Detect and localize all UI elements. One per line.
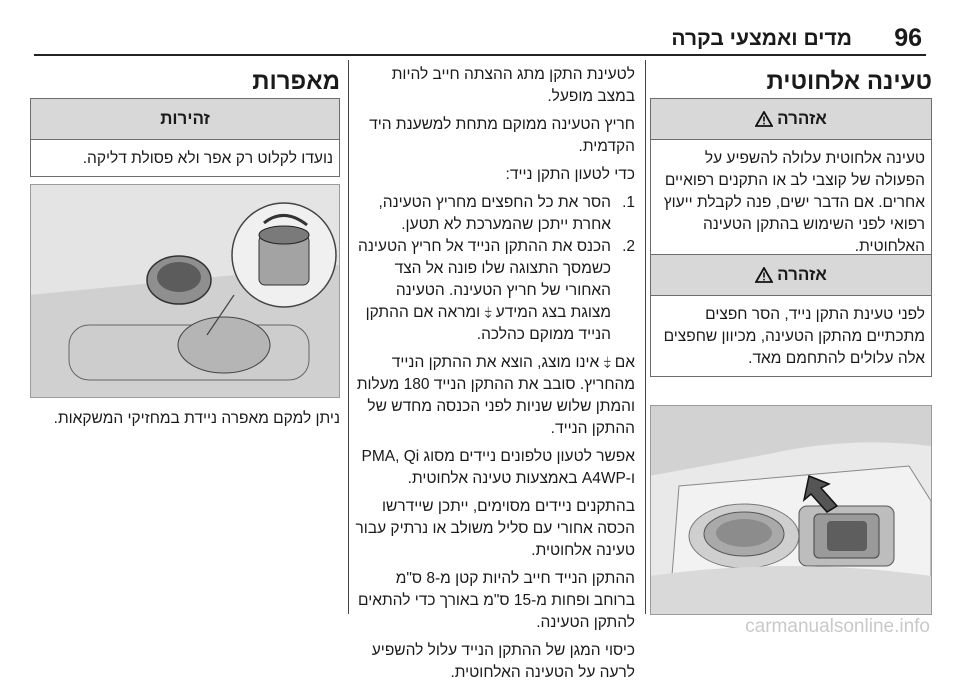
watermark: carmanualsonline.info bbox=[745, 616, 930, 637]
warning-header bbox=[651, 99, 931, 140]
step-number: 2. bbox=[622, 238, 635, 255]
charging-steps-list bbox=[355, 192, 635, 346]
paragraph: חריץ הטעינה ממוקם מתחת למשענת היד הקדמית. bbox=[369, 116, 635, 155]
step-text: הסר את כל החפצים מחריץ הטעינה, אחרת ייתכן שהמערכת לא תטען. bbox=[378, 194, 611, 233]
step-number: 1. bbox=[622, 194, 635, 211]
column-divider-left bbox=[348, 60, 349, 614]
wireless-charging-title: טעינה אלחוטית bbox=[766, 68, 932, 95]
warning-header bbox=[651, 255, 931, 296]
charging-slot-photo bbox=[650, 405, 932, 615]
ashtrays-title: מאפרות bbox=[252, 68, 340, 95]
caution-box bbox=[30, 98, 340, 177]
wireless-charging-column bbox=[650, 60, 932, 614]
charging-instructions-column bbox=[355, 60, 635, 681]
header-rule bbox=[34, 54, 926, 56]
ashtrays-column bbox=[30, 60, 340, 614]
paragraph: אם ⤈ אינו מוצג, הוצא את ההתקן הנייד מהחריץ. סובב את ההתקן הנייד 180 מעלות והמתן שלוש שניות לפני הכנסה מחדש של ההתקן הנייד. bbox=[356, 354, 635, 437]
page-number: 96 bbox=[894, 24, 922, 52]
caution-text: נועדו לקלוט רק אפר ולא פסולת דליקה. bbox=[82, 150, 333, 167]
warning-label: אזהרה bbox=[777, 265, 827, 284]
paragraph: ההתקן הנייד חייב להיות קטן מ-8 ס"מ ברוחב ופחות מ-15 ס"מ באורך כדי להתאים להתקן הטעינה. bbox=[358, 570, 635, 631]
caution-header bbox=[31, 99, 339, 140]
step-text: הכנס את ההתקן הנייד אל חריץ הטעינה כשמסך התצוגה שלו פונה אל הצד האחורי של חריץ הטעינה. הטעינה מצוגת בצג המידע ⤈ ומראה אם ההתקן הנייד ממוקם כהלכה. bbox=[358, 238, 611, 343]
warning-triangle-icon bbox=[755, 267, 773, 283]
cupholder-ashtray-illustration bbox=[30, 185, 339, 397]
ashtray-caption: ניתן למקם מאפרה ניידת במחזיקי המשקאות. bbox=[53, 410, 340, 427]
paragraph: בהתקנים ניידים מסוימים, ייתכן שיידרשו הכסה אחורי עם סליל משולב או נרתיק עבור טעינה אלחוטית. bbox=[355, 498, 635, 559]
page-header bbox=[0, 0, 960, 58]
center-console-illustration bbox=[650, 406, 931, 614]
warning-box-2 bbox=[650, 254, 932, 377]
ashtray-photo bbox=[30, 184, 340, 398]
chapter-title: מדים ואמצעי בקרה bbox=[671, 27, 852, 50]
warning-triangle-icon bbox=[755, 111, 773, 127]
list-item bbox=[355, 192, 635, 236]
paragraph: לטעינת התקן מתג ההצתה חייב להיות במצב מופעל. bbox=[391, 66, 635, 105]
warning-text: לפני טעינת התקן נייד, הסר חפצים מתכתיים מהתקן הטעינה, מכיוון שחפצים אלה עלולים להתחמם מאד. bbox=[663, 306, 925, 367]
warning-label: אזהרה bbox=[777, 109, 827, 128]
paragraph: כיסוי המגן של ההתקן הנייד עלול להשפיע לרעה על הטעינה האלחוטית. bbox=[371, 642, 635, 681]
column-divider-right bbox=[645, 60, 646, 614]
paragraph: אפשר לטעון טלפונים ניידים מסוג PMA, Qi ו-A4WP באמצעות טעינה אלחוטית. bbox=[361, 448, 635, 487]
warning-text: טעינה אלחוטית עלולה להשפיע על הפעולה של קוצבי לב או התקנים רפואיים אחרים. אם הדבר ישים, פנה לקבלת ייעוץ רפואי לפני השימוש בהתקן הטעינה האלחוטית. bbox=[663, 150, 925, 255]
list-item bbox=[355, 236, 635, 346]
caution-label: זהירות bbox=[160, 109, 210, 128]
warning-box-1 bbox=[650, 98, 932, 265]
paragraph: כדי לטעון התקן נייד: bbox=[505, 166, 635, 183]
